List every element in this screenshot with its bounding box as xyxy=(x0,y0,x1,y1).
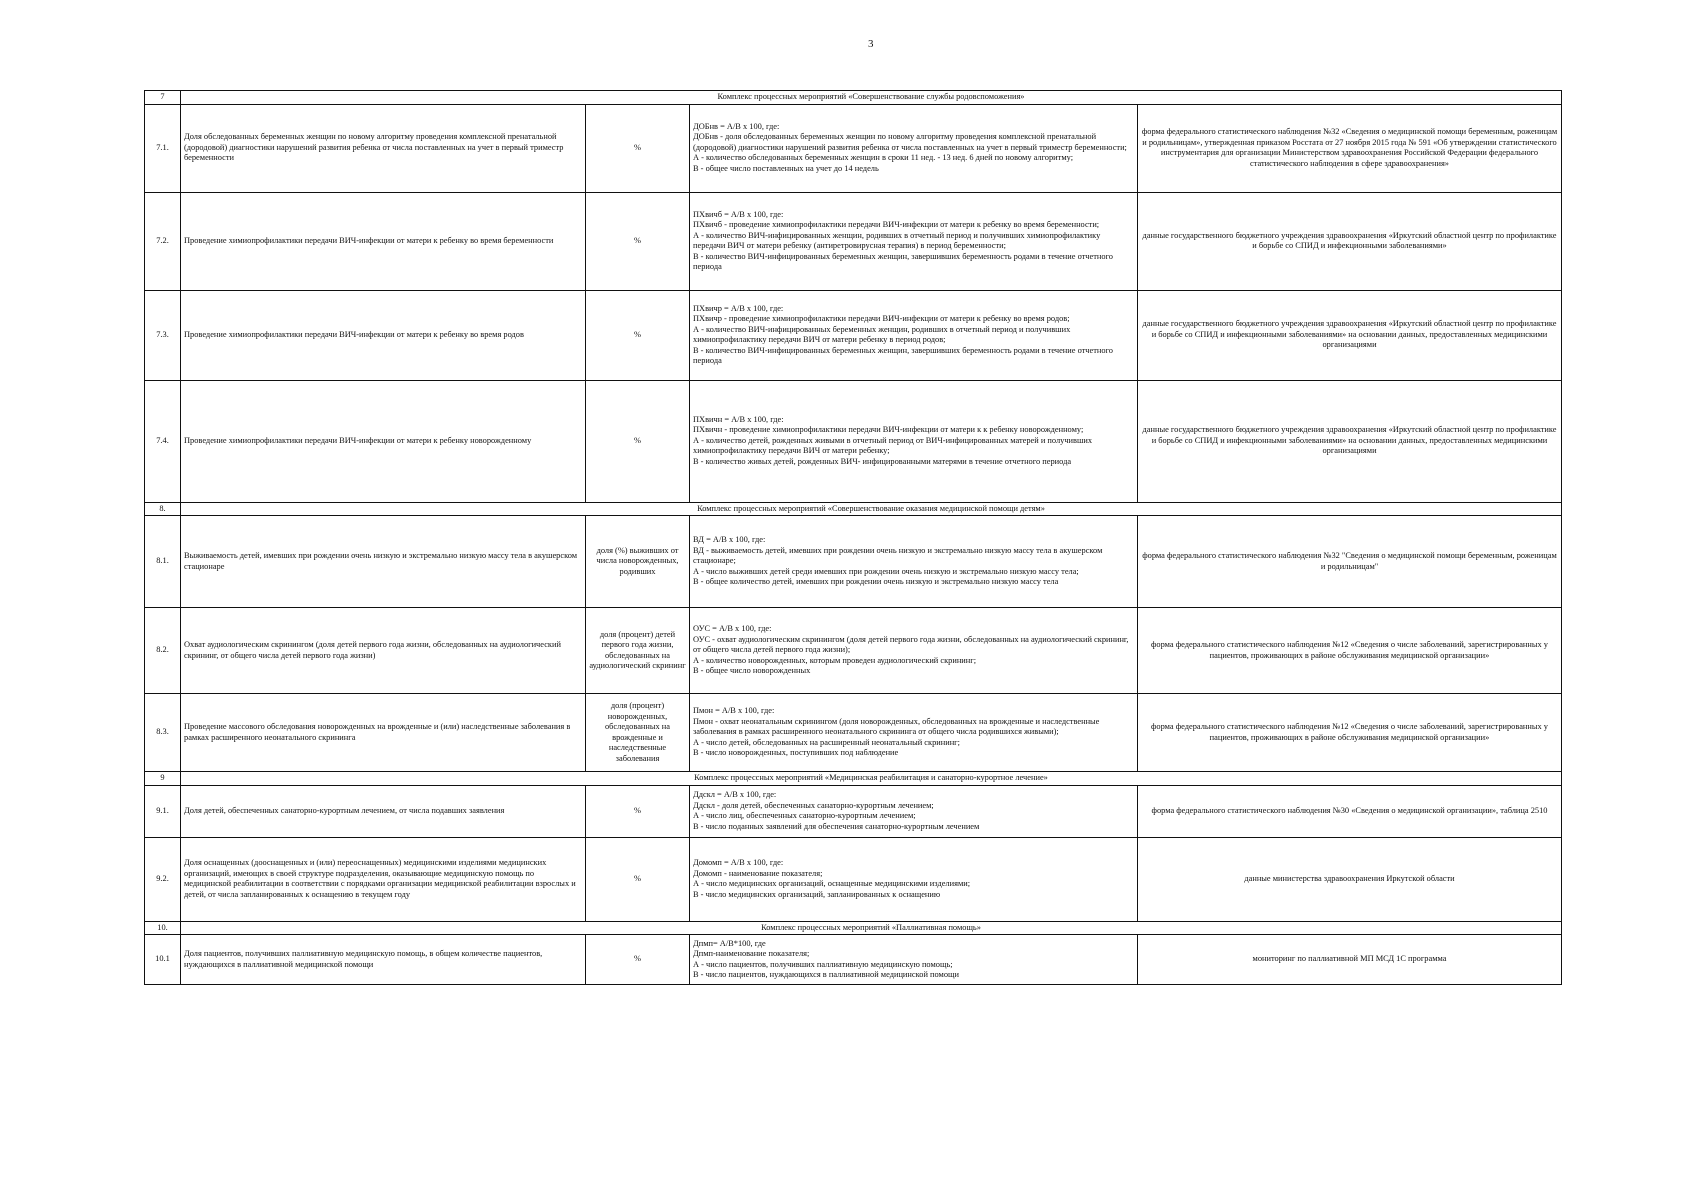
unit-of-measure: % xyxy=(586,104,690,192)
formula-line: ВД = А/В х 100, где: xyxy=(693,535,766,545)
formula-line: ПХвичн = А/В х 100, где: xyxy=(693,414,784,424)
table-body xyxy=(145,91,1562,985)
calculation-formula xyxy=(690,290,1138,380)
calculation-formula xyxy=(690,837,1138,921)
section-title: Комплекс процессных мероприятий «Совершенствование службы родовспоможения» xyxy=(181,91,1562,105)
unit-of-measure: % xyxy=(586,192,690,290)
formula-line: А - количество ВИЧ-инфицированных женщин, родивших в отчетный период и получивших химиопрофилактику передачи ВИЧ от матери ребенку (антиретровирусная терапия) в период беременности; xyxy=(693,230,1101,250)
table-row xyxy=(145,104,1562,192)
data-source: данные государственного бюджетного учреждения здравоохранения «Иркутский областной центр по профилактике и борьбе со СПИД и инфекционными заболеваниями» на основании данных, предоставленных медицинскими организациями xyxy=(1138,290,1562,380)
section-row xyxy=(145,772,1562,786)
section-number: 7 xyxy=(145,91,181,105)
calculation-formula xyxy=(690,785,1138,837)
indicator-name: Проведение химиопрофилактики передачи ВИЧ-инфекции от матери к ребенку во время беременности xyxy=(181,192,586,290)
row-number: 7.2. xyxy=(145,192,181,290)
section-number: 10. xyxy=(145,921,181,935)
calculation-formula xyxy=(690,104,1138,192)
formula-line: А - количество новорожденных, которым проведен аудиологический скрининг; xyxy=(693,655,977,665)
row-number: 8.1. xyxy=(145,516,181,608)
indicator-name: Охват аудиологическим скринингом (доля детей первого года жизни, обследованных на аудиологический скрининг, от общего числа детей первого года жизни) xyxy=(181,608,586,694)
indicator-name: Проведение химиопрофилактики передачи ВИЧ-инфекции от матери к ребенку во время родов xyxy=(181,290,586,380)
indicator-name: Проведение массового обследования новорожденных на врожденные и (или) наследственные заболевания в рамках расширенного неонатального скрининга xyxy=(181,694,586,772)
row-number: 7.1. xyxy=(145,104,181,192)
row-number: 9.2. xyxy=(145,837,181,921)
formula-line: Ддскл - доля детей, обеспеченных санаторно-курортным лечением; xyxy=(693,800,934,810)
table-row xyxy=(145,380,1562,502)
indicator-name: Доля пациентов, получивших паллиативную медицинскую помощь, в общем количестве пациентов, нуждающихся в паллиативной медицинской помощи xyxy=(181,935,586,985)
unit-of-measure: % xyxy=(586,935,690,985)
data-source: данные государственного бюджетного учреждения здравоохранения «Иркутский областной центр по профилактике и борьбе со СПИД и инфекционными заболеваниями» xyxy=(1138,192,1562,290)
formula-line: ОУС - охват аудиологическим скринингом (доля детей первого года жизни, обследованных на аудиологический скрининг, от общего числа детей первого года жизни); xyxy=(693,634,1129,655)
data-source: форма федерального статистического наблюдения №12 «Сведения о числе заболеваний, зарегистрированных у пациентов, проживающих в районе обслуживания медицинской организации» xyxy=(1138,694,1562,772)
formula-line: ОУС = А/В х 100, где: xyxy=(693,624,772,634)
section-title: Комплекс процессных мероприятий «Медицинская реабилитация и санаторно-курортное лечение» xyxy=(181,772,1562,786)
formula-line: В - общее число новорожденных xyxy=(693,666,811,676)
formula-line: Домомп = А/В х 100, где: xyxy=(693,858,784,867)
unit-of-measure: % xyxy=(586,837,690,921)
formula-line: А - число выживших детей среди имевших при рождении очень низкую и экстремально низкую массу тела; xyxy=(693,566,1079,576)
formula-line: ПХвичб = А/В х 100, где: xyxy=(693,209,784,219)
formula-line: А - число пациентов, получивших паллиативную медицинскую помощь; xyxy=(693,959,953,969)
formula-line: В - число новорожденных, поступивших под наблюдение xyxy=(693,748,899,758)
table-row xyxy=(145,785,1562,837)
formula-line: А - количество детей, рожденных живыми в отчетный период от ВИЧ-инфицированных матерей и получивших химиопрофилактику передачи ВИЧ от матери ребенку; xyxy=(693,435,1093,456)
formula-line: А - число детей, обследованных на расширенный неонатальный скрининг; xyxy=(693,737,960,747)
indicator-name: Доля оснащенных (дооснащенных и (или) переоснащенных) медицинскими изделиями медицинских организаций, имеющих в своей структуре подразделения, оказывающие медицинскую помощь по медицинской реабилитации в соответствии с порядками организации медицинской реабилитации взрослых и детей, от числа запланированных к оснащению в текущем году xyxy=(181,837,586,921)
section-row xyxy=(145,91,1562,105)
section-title: Комплекс процессных мероприятий «Совершенствование оказания медицинской помощи детям» xyxy=(181,502,1562,516)
unit-of-measure: доля (%) выживших от числа новорожденных, родивших xyxy=(586,516,690,608)
calculation-formula xyxy=(690,192,1138,290)
formula-line: В - общее количество детей, имевших при рождении очень низкую и экстремально низкую массу тела xyxy=(693,577,1059,587)
table-row xyxy=(145,935,1562,985)
unit-of-measure: доля (процент) новорожденных, обследованных на врожденные и наследственные заболевания xyxy=(586,694,690,772)
data-source: форма федерального статистического наблюдения №32 «Сведения о медицинской помощи беременным, роженицам и родильницам», утвержденная приказом Росстата от 27 ноября 2015 года № 591 «Об утверждении статистического инструментария для организации Министерством здравоохранения Российской Федерации федерального статистического наблюдения в сфере здравоохранения» xyxy=(1138,104,1562,192)
data-source: мониторинг по паллиативной МП МСД 1С программа xyxy=(1138,935,1562,985)
formula-line: В - количество ВИЧ-инфицированных беременных женщин, завершивших беременность родами в течение отчетного периода xyxy=(693,345,1113,365)
formula-line: А - число медицинских организаций, оснащенные медицинскими изделиями; xyxy=(693,879,971,888)
section-title: Комплекс процессных мероприятий «Паллиативная помощь» xyxy=(181,921,1562,935)
row-number: 8.3. xyxy=(145,694,181,772)
data-source: данные министерства здравоохранения Иркутской области xyxy=(1138,837,1562,921)
formula-line: А - количество ВИЧ-инфицированных беременных женщин, родивших в отчетный период и получивших химиопрофилактику передачи ВИЧ от матери ребенку в период родов; xyxy=(693,324,1071,344)
unit-of-measure: % xyxy=(586,785,690,837)
table-row xyxy=(145,694,1562,772)
formula-line: Пмон - охват неонатальным скринингом (доля новорожденных, обследованных на врожденные и наследственные заболевания в рамках расширенного неонатального скрининга от общего числа родившихся живыми); xyxy=(693,716,1100,737)
calculation-formula xyxy=(690,516,1138,608)
formula-line: В - число медицинских организаций, запланированных к оснащению xyxy=(693,889,941,899)
formula-line: А - количество обследованных беременных женщин в сроки 11 нед. - 13 нед. 6 дней по новому алгоритму; xyxy=(693,153,1074,163)
formula-line: ПХвичр - проведение химиопрофилактики передачи ВИЧ-инфекции от матери к ребенку во время родов; xyxy=(693,314,1070,323)
formula-line: Домомп - наименование показателя; xyxy=(693,868,823,878)
row-number: 8.2. xyxy=(145,608,181,694)
calculation-formula xyxy=(690,380,1138,502)
unit-of-measure: доля (процент) детей первого года жизни, обследованных на аудиологический скрининг xyxy=(586,608,690,694)
formula-line: ВД - выживаемость детей, имевших при рождении очень низкую и экстремально низкую массу тела в акушерском стационаре; xyxy=(693,545,1103,566)
section-number: 8. xyxy=(145,502,181,516)
calculation-formula xyxy=(690,608,1138,694)
table-row xyxy=(145,837,1562,921)
formula-line: ДОБнв - доля обследованных беременных женщин по новому алгоритму проведения комплексной пренатальной (дородовой) диагностики нарушений развития ребенка от числа поставленных на учет в первый триместр беременности; xyxy=(693,132,1127,152)
unit-of-measure: % xyxy=(586,290,690,380)
formula-line: ПХвичб - проведение химиопрофилактики передачи ВИЧ-инфекции от матери к ребенку во время беременности; xyxy=(693,220,1100,229)
formula-line: ПХвичр = А/В х 100, где: xyxy=(693,303,784,313)
section-row xyxy=(145,921,1562,935)
indicator-name: Проведение химиопрофилактики передачи ВИЧ-инфекции от матери к ребенку новорожденному xyxy=(181,380,586,502)
formula-line: Дпмп-наименование показателя; xyxy=(693,949,810,958)
row-number: 9.1. xyxy=(145,785,181,837)
formula-line: В - количество живых детей, рожденных ВИЧ- инфицированными матерями в течение отчетного периода xyxy=(693,456,1072,466)
calculation-formula xyxy=(690,694,1138,772)
table-row xyxy=(145,192,1562,290)
indicator-name: Доля обследованных беременных женщин по новому алгоритму проведения комплексной пренатальной (дородовой) диагностики нарушений развития ребенка от числа поставленных на учет в первый триместр беременности xyxy=(181,104,586,192)
indicators-table xyxy=(144,90,1562,985)
formula-line: ДОБнв = А/В х 100, где: xyxy=(693,121,780,131)
formula-line: Пмон = А/В х 100, где: xyxy=(693,706,775,716)
indicator-name: Доля детей, обеспеченных санаторно-курортным лечением, от числа подавших заявления xyxy=(181,785,586,837)
data-source: форма федерального статистического наблюдения №32 "Сведения о медицинской помощи беременным, роженицам и родильницам" xyxy=(1138,516,1562,608)
row-number: 7.3. xyxy=(145,290,181,380)
table-row xyxy=(145,608,1562,694)
formula-line: В - общее число поставленных на учет до 14 недель xyxy=(693,163,879,173)
section-number: 9 xyxy=(145,772,181,786)
row-number: 10.1 xyxy=(145,935,181,985)
formula-line: Дпмп= А/В*100, где xyxy=(693,938,766,948)
indicator-name: Выживаемость детей, имевших при рождении очень низкую и экстремально низкую массу тела в акушерском стационаре xyxy=(181,516,586,608)
formula-line: ПХвичн - проведение химиопрофилактики передачи ВИЧ-инфекции от матери к к ребенку новорожденному; xyxy=(693,425,1084,435)
formula-line: В - количество ВИЧ-инфицированных беременных женщин, завершивших беременность родами в течение отчетного периода xyxy=(693,251,1113,271)
unit-of-measure: % xyxy=(586,380,690,502)
formula-line: В - число поданных заявлений для обеспечения санаторно-курортным лечением xyxy=(693,821,980,831)
formula-line: А - число лиц, обеспеченных санаторно-курортным лечением; xyxy=(693,811,916,820)
data-source: форма федерального статистического наблюдения №12 «Сведения о числе заболеваний, зарегистрированных у пациентов, проживающих в районе обслуживания медицинской организации» xyxy=(1138,608,1562,694)
calculation-formula xyxy=(690,935,1138,985)
data-source: данные государственного бюджетного учреждения здравоохранения «Иркутский областной центр по профилактике и борьбе со СПИД и инфекционными заболеваниями» на основании данных, предоставленных медицинскими организациями xyxy=(1138,380,1562,502)
page-number: 3 xyxy=(868,38,874,50)
table-row xyxy=(145,516,1562,608)
section-row xyxy=(145,502,1562,516)
formula-line: Ддскл = А/В х 100, где: xyxy=(693,790,777,799)
table-row xyxy=(145,290,1562,380)
data-source: форма федерального статистического наблюдения №30 «Сведения о медицинской организации», таблица 2510 xyxy=(1138,785,1562,837)
formula-line: В - число пациентов, нуждающихся в паллиативной медицинской помощи xyxy=(693,970,959,979)
row-number: 7.4. xyxy=(145,380,181,502)
